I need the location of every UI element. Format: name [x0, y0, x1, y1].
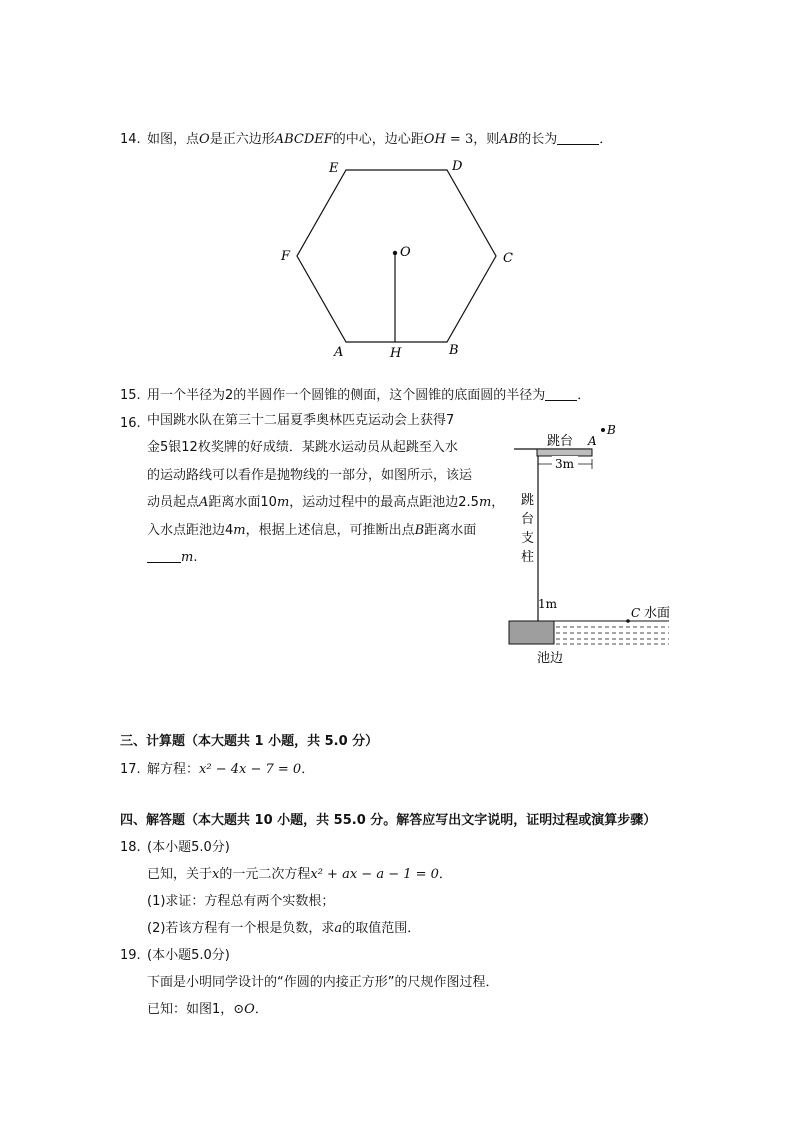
q16-line-1: 中国跳水队在第三十二届夏季奥林匹克运动会上获得7: [147, 413, 455, 428]
q17-text: 解方程：x² − 4x − 7 = 0．: [147, 762, 315, 777]
q19-given: 已知：如图1，⊙O．: [147, 1002, 268, 1017]
q15-answer-blank[interactable]: [545, 388, 577, 401]
center-point: [393, 251, 397, 255]
diving-figure: [505, 415, 675, 670]
pool-edge-block: [509, 621, 554, 644]
q18-stem: 已知，关于x的一元二次方程x² + ax − a − 1 = 0．: [147, 867, 452, 882]
width-label: 3m: [555, 457, 575, 471]
pillar-char-4: 柱: [521, 550, 535, 565]
q16-line-2: 金5银12枚奖牌的好成绩．某跳水运动员从起跳至入水: [147, 440, 458, 455]
q16-answer-blank[interactable]: [147, 550, 181, 563]
pool-edge-label: 池边: [537, 651, 564, 666]
pillar-char-1: 跳: [521, 493, 535, 508]
point-b: [601, 428, 605, 432]
section-3-title: 三、计算题（本大题共 1 小题，共 5.0 分）: [120, 734, 379, 749]
label-o: O: [400, 245, 411, 260]
q18-number: 18.: [120, 840, 141, 855]
label-b: B: [449, 343, 459, 358]
one-meter-label: 1m: [538, 597, 558, 611]
label-a: A: [334, 345, 344, 360]
q18-score: (本小题5.0分): [147, 840, 230, 855]
pillar-char-3: 支: [521, 531, 535, 546]
label-d: D: [452, 159, 463, 174]
point-b-label: B: [607, 423, 616, 437]
platform-label: 跳台: [547, 434, 574, 449]
q19-stem: 下面是小明同学设计的“作圆的内接正方形”的尺规作图过程．: [147, 975, 499, 990]
q16-line-3: 的运动路线可以看作是抛物线的一部分，如图所示，该运: [147, 468, 473, 483]
platform-board: [537, 449, 592, 456]
q16-number: 16.: [120, 416, 141, 431]
q16-line-4: 动员起点A距离水面10m，运动过程中的最高点距池边2.5m，: [147, 495, 505, 510]
q16-line-6: m.: [147, 550, 197, 566]
q15-text: 用一个半径为2的半圆作一个圆锥的侧面，这个圆锥的底面圆的半径为 ．: [147, 388, 591, 403]
label-h: H: [390, 346, 402, 361]
label-e: E: [329, 161, 339, 176]
label-f: F: [281, 249, 291, 264]
point-c-label: C: [631, 606, 641, 620]
q14-answer-blank[interactable]: [557, 132, 599, 145]
q19-score: (本小题5.0分): [147, 948, 230, 963]
hexagon-shape: [297, 170, 496, 342]
q17-number: 17.: [120, 762, 141, 777]
q18-part-2: (2)若该方程有一个根是负数，求a的取值范围．: [147, 921, 421, 936]
section-4-title: 四、解答题（本大题共 10 小题，共 55.0 分。解答应写出文字说明，证明过程或演算步骤）: [120, 813, 657, 828]
q18-part-1: (1)求证：方程总有两个实数根；: [147, 894, 335, 909]
hexagon-figure: [270, 150, 530, 370]
q14-number: 14.: [120, 132, 141, 147]
point-c: [626, 619, 630, 623]
q19-number: 19.: [120, 948, 141, 963]
label-c: C: [503, 251, 513, 266]
q14-text: 如图，点O是正六边形ABCDEF的中心，边心距OH = 3，则AB的长为 ．: [147, 132, 613, 147]
q15-number: 15.: [120, 388, 141, 403]
point-a-label: A: [588, 434, 597, 448]
q16-line-5: 入水点距池边4m，根据上述信息，可推断出点B距离水面: [147, 523, 477, 538]
pillar-char-2: 台: [521, 512, 535, 527]
water-label: 水面: [644, 606, 671, 621]
